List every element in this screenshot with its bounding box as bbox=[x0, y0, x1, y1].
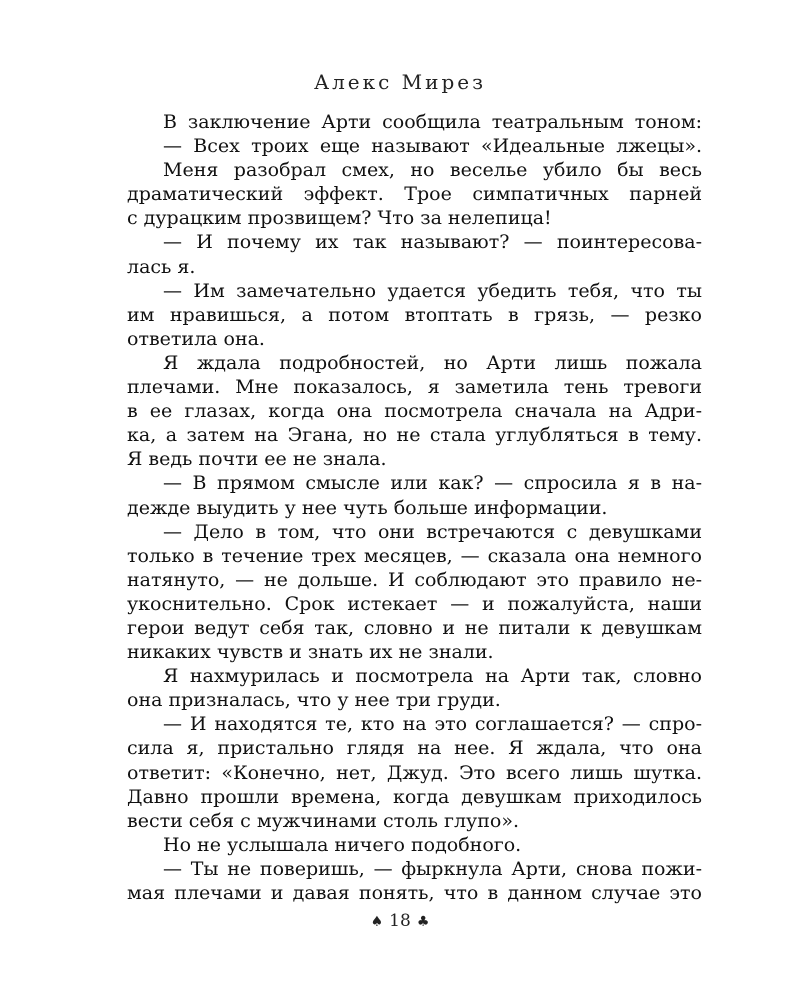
page-number: 18 bbox=[389, 911, 411, 931]
text-line: Я ведь почти ее не знала. bbox=[127, 448, 387, 471]
text-line: драматический эффект. Трое симпатичных парней bbox=[127, 183, 702, 206]
text-line: им нравишься, а потом втоптать в грязь, — резко bbox=[127, 303, 702, 326]
body-text bbox=[127, 110, 702, 905]
text-line: Я ждала подробностей, но Арти лишь пожала bbox=[163, 351, 702, 374]
text-line: плечами. Мне показалось, я заметила тень тревоги bbox=[127, 376, 702, 399]
text-line: мая плечами и давая понять, что в данном случае это bbox=[127, 882, 702, 904]
text-line: укоснительно. Срок истекает — и пожалуйста, наши bbox=[127, 592, 702, 615]
text-line: — Дело в том, что они встречаются с девушками bbox=[163, 520, 702, 543]
text-line: Меня разобрал смех, но веселье убило бы весь bbox=[163, 159, 702, 182]
text-line: сила я, пристально глядя на нее. Я ждала, что она bbox=[127, 737, 702, 760]
text-line: она призналась, что у нее три груди. bbox=[127, 689, 501, 712]
text-line: ответила она. bbox=[127, 327, 265, 350]
text-line: Но не услышала ничего подобного. bbox=[163, 833, 522, 856]
text-line: — Им замечательно удается убедить тебя, что ты bbox=[163, 279, 702, 302]
text-line: вести себя с мужчинами столь глупо». bbox=[127, 809, 519, 832]
text-line: дежде выудить у нее чуть больше информации. bbox=[127, 496, 608, 519]
text-line: — В прямом смысле или как? — спросила я в на- bbox=[163, 472, 702, 495]
text-line: — Ты не поверишь, — фыркнула Арти, снова пожи- bbox=[163, 857, 702, 880]
text-line: — И находятся те, кто на это соглашается? — спро- bbox=[163, 713, 702, 736]
text-line: Я нахмурилась и посмотрела на Арти так, словно bbox=[163, 665, 702, 688]
text-line: В заключение Арти сообщила театральным тоном: bbox=[163, 111, 702, 133]
text-line: ответит: «Конечно, нет, Джуд. Это всего лишь шутка. bbox=[127, 761, 702, 784]
text-line: герои ведут себя так, словно и не питали к девушкам bbox=[127, 616, 702, 639]
text-line: только в течение трех месяцев, — сказала она немного bbox=[127, 544, 702, 567]
running-head-author: Алекс Мирез bbox=[313, 70, 487, 94]
text-line: в ее глазах, когда она посмотрела сначала на Адри- bbox=[127, 400, 702, 423]
spade-icon: ♠ bbox=[370, 914, 384, 930]
text-line: — И почему их так называют? — поинтересова- bbox=[163, 231, 702, 254]
text-line: — Всех троих еще называют «Идеальные лжецы». bbox=[163, 135, 702, 158]
text-line: натянуто, — не дольше. И соблюдают это правило не- bbox=[127, 568, 702, 591]
text-line: с дурацким прозвищем? Что за нелепица! bbox=[127, 207, 552, 230]
text-line: ка, а затем на Эгана, но не стала углубляться в тему. bbox=[127, 424, 702, 447]
page-footer bbox=[0, 911, 800, 931]
text-line: Давно прошли времена, когда девушкам приходилось bbox=[127, 785, 702, 808]
club-icon: ♣ bbox=[416, 914, 430, 930]
text-line: лась я. bbox=[127, 255, 196, 278]
text-line: никаких чувств и знать их не знали. bbox=[127, 641, 494, 664]
